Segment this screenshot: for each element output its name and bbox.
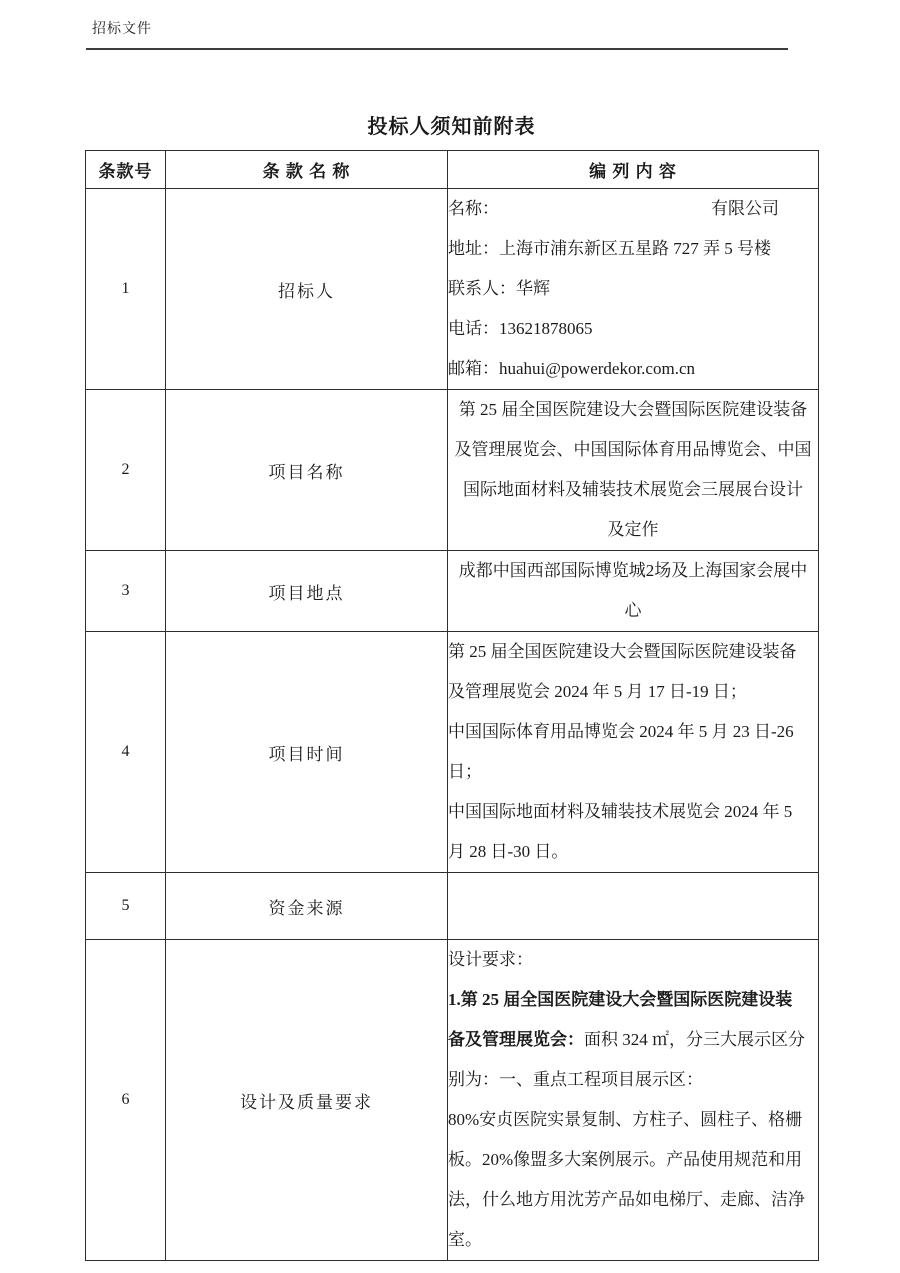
content-line [448,792,818,832]
table-header-row [86,151,819,189]
content-line [448,390,818,430]
text-segment: 及管理展览会、中国国际体育用品博览会、中国 [454,440,812,459]
text-segment: 1.第 25 届全国医院建设大会暨国际医院建设装 [448,990,793,1009]
text-segment: 日； [448,762,482,781]
page-title: 投标人须知前附表 [367,116,536,138]
table-row [86,189,819,390]
text-segment: 80%安贞医院实景复制、方柱子、圆柱子、格栅 [448,1110,803,1129]
text-segment: 月 28 日-30 日。 [448,842,569,861]
table-body [86,189,819,1261]
table-row [86,390,819,551]
content-line [448,632,818,672]
text-segment: 设计要求： [448,950,533,969]
bidder-notice-table [85,150,819,1261]
content-line [448,940,818,980]
text-segment: 法，什么地方用沈芳产品如电梯厅、走廊、洁净 [448,1190,805,1209]
content-line [448,1020,818,1060]
text-segment: 别为：一、重点工程项目展示区： [448,1070,703,1089]
clause-content-cell [448,940,819,1261]
content-line [448,1060,818,1100]
text-segment: 及管理展览会 2024 年 5 月 17 日-19 日； [448,682,747,701]
content-line [448,189,818,229]
clause-content-cell [448,189,819,390]
column-header-clause-name: 条 款 名 称 [166,151,448,189]
table-row [86,873,819,940]
content-line [448,430,818,470]
clause-number-cell: 2 [86,390,166,551]
header-rule [86,48,788,50]
content-line [448,309,818,349]
content-line [448,672,818,712]
clause-content-cell [448,551,819,632]
column-header-clause-no: 条款号 [86,151,166,189]
text-segment: 联系人：华辉 [448,279,550,298]
clause-name-cell: 设计及质量要求 [166,940,448,1261]
text-segment: 第 25 届全国医院建设大会暨国际医院建设装备 [458,400,808,419]
text-segment: 备及管理展览会： [448,1030,584,1049]
clause-name-cell: 招标人 [166,189,448,390]
content-line [448,229,818,269]
clause-number-cell: 1 [86,189,166,390]
content-line [448,349,818,389]
text-segment: 名称： [448,199,499,218]
content-line [448,1100,818,1140]
clause-content-cell [448,632,819,873]
text-segment: 中国国际体育用品博览会 2024 年 5 月 23 日-26 [448,722,794,741]
clause-content-cell [448,873,819,940]
clause-name-cell: 项目名称 [166,390,448,551]
text-segment: 邮箱：huahui@powerdekor.com.cn [448,359,695,378]
text-segment: 室。 [448,1230,482,1249]
text-segment: 板。20%像盟多大案例展示。产品使用规范和用 [448,1150,803,1169]
clause-content-cell [448,390,819,551]
content-line [448,980,818,1020]
column-header-content: 编 列 内 容 [448,151,819,189]
clause-name-cell: 资金来源 [166,873,448,940]
table-row [86,632,819,873]
document-type-label: 招标文件 [92,22,152,37]
content-line [448,752,818,792]
content-line [448,1180,818,1220]
clause-number-cell: 5 [86,873,166,940]
text-segment: 地址：上海市浦东新区五星路 727 弄 5 号楼 [448,239,771,258]
clause-number-cell: 3 [86,551,166,632]
content-line [448,1140,818,1180]
text-segment: 及定作 [607,520,659,539]
table-row [86,940,819,1261]
clause-name-cell: 项目地点 [166,551,448,632]
content-line [448,470,818,510]
text-segment: 心 [624,601,642,620]
text-segment: 成都中国西部国际博览城2场及上海国家会展中 [458,561,808,580]
clause-number-cell: 4 [86,632,166,873]
text-segment: 国际地面材料及辅装技术展览会三展展台设计 [463,480,803,499]
content-line [448,591,818,631]
content-line [448,1220,818,1260]
content-line [448,832,818,872]
content-line [448,269,818,309]
text-segment: 电话：13621878065 [448,319,593,338]
clause-number-cell: 6 [86,940,166,1261]
content-line [448,712,818,752]
text-segment: 第 25 届全国医院建设大会暨国际医院建设装备 [448,642,797,661]
content-line [448,551,818,591]
text-segment: 面积 324 ㎡，分三大展示区分 [584,1030,805,1049]
clause-name-cell: 项目时间 [166,632,448,873]
text-segment: 中国国际地面材料及辅装技术展览会 2024 年 5 [448,802,793,821]
content-line [448,510,818,550]
table-row [86,551,819,632]
text-segment: 有限公司 [711,199,779,218]
